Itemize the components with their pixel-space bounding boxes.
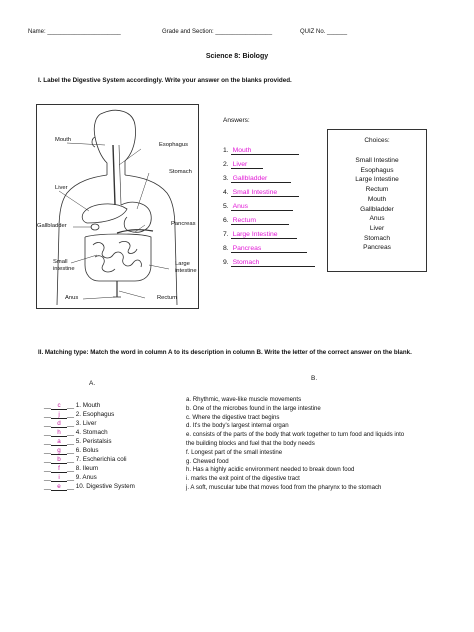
column-a-item: __ c __ 1. Mouth (44, 402, 101, 409)
diagram-label-pancreas: Pancreas (171, 221, 196, 227)
column-a-item: __ g __ 6. Bolus (44, 447, 99, 454)
column-b-item: a. Rhythmic, wave-like muscle movements (186, 396, 302, 403)
choices-heading: Choices: (364, 137, 390, 144)
diagram-label-gallbladder: Gallbladder (37, 223, 67, 229)
answer-blank[interactable]: Anus (231, 203, 293, 211)
answer-blank[interactable]: Liver (231, 161, 263, 169)
column-a-item: __ b __ 7. Escherichia coli (44, 456, 127, 463)
answer-row[interactable] (223, 189, 299, 197)
column-b-item: i. marks the exit point of the digestive tract (186, 475, 300, 483)
answer-blank[interactable]: Rectum (231, 217, 289, 225)
column-a-term: 10. Digestive System (75, 483, 135, 490)
choice-item: Anus (369, 215, 385, 223)
diagram-label-mouth: Mouth (55, 137, 72, 143)
column-b-list (186, 396, 448, 493)
diagram-label-liver: Liver (55, 185, 68, 191)
choice-item: Large Intestine (355, 176, 399, 184)
diagram-label-stomach: Stomach (169, 169, 192, 175)
part1-instruction: I. Label the Digestive System accordingly. Write your answer on the blanks provided. (38, 77, 292, 84)
match-answer-blank[interactable]: h (51, 429, 67, 437)
choice-item: Rectum (365, 186, 389, 194)
column-b-item: e. consists of the parts of the body that work together to turn food and liquids into (186, 431, 405, 439)
choices-list (328, 156, 426, 253)
column-a-term: 4. Stomach (75, 429, 108, 436)
column-a-term: 3. Liver (75, 420, 97, 427)
answer-row[interactable] (223, 217, 289, 225)
answer-row[interactable] (223, 175, 291, 183)
column-a-item: __ f __ 8. Ileum (44, 465, 99, 472)
match-answer-blank[interactable]: b (51, 456, 67, 464)
answer-blank[interactable]: Pancreas (231, 245, 307, 253)
page-title: Science 8: Biology (205, 53, 269, 60)
choices-box (327, 129, 427, 272)
choice-item: Gallbladder (360, 205, 394, 213)
digestive-system-diagram (36, 104, 199, 309)
column-b-item: d. It's the body's largest internal organ (186, 422, 289, 430)
answer-number: 8. (223, 245, 229, 252)
part2-instruction: II. Matching type: Match the word in column A to its description in column B. Write the letter of the correct answer on the blank. (38, 349, 412, 356)
column-b-heading: B. (311, 375, 318, 382)
column-a-item: __ h __ 4. Stomach (44, 429, 108, 436)
answer-number: 3. (223, 175, 229, 182)
answer-number: 6. (223, 217, 229, 224)
diagram-label-esophagus: Esophagus (159, 142, 189, 148)
match-answer-blank[interactable]: a (51, 438, 67, 446)
answer-blank[interactable]: Mouth (231, 147, 299, 155)
diagram-label-anus: Anus (65, 295, 79, 301)
answer-row[interactable] (223, 245, 307, 253)
column-b-item: j. A soft, muscular tube that moves food from the pharynx to the stomach (186, 483, 382, 491)
diagram-label-rectum: Rectum (157, 295, 177, 301)
answer-blank[interactable]: Stomach (231, 259, 315, 267)
answer-number: 2. (223, 161, 229, 168)
name-field-label: Name: ______________________ (28, 29, 121, 35)
answer-row[interactable] (223, 203, 293, 211)
column-b-item: c. Where the digestive tract begins (186, 413, 280, 421)
diagram-label-small-intestine: Small intestine (53, 259, 75, 272)
digestive-system-illustration (37, 105, 198, 308)
column-a-term: 9. Anus (75, 474, 97, 481)
column-a-term: 2. Esophagus (75, 411, 115, 418)
column-a-item: __ j __ 2. Esophagus (44, 411, 115, 418)
answer-number: 1. (223, 147, 229, 154)
column-b-item: the building blocks and fuel that the body needs (186, 439, 315, 447)
column-a-term: 5. Peristalsis (75, 438, 112, 445)
column-a-item: __ d __ 3. Liver (44, 420, 97, 427)
match-answer-blank[interactable]: e (51, 483, 67, 491)
choice-item: Small Intestine (355, 157, 399, 164)
column-b-item: h. Has a highly acidic environment needed to break down food (186, 466, 355, 474)
column-a-term: 8. Ileum (75, 465, 99, 472)
answer-row[interactable] (223, 147, 299, 155)
answer-blank[interactable]: Gallbladder (231, 175, 291, 183)
column-a-term: 1. Mouth (75, 402, 101, 409)
choice-item: Stomach (363, 234, 391, 242)
column-a-item: __ e __ 10. Digestive System (44, 483, 135, 490)
grade-section-label: Grade and Section: _________________ (162, 29, 273, 35)
answer-row[interactable] (223, 161, 263, 169)
answer-number: 7. (223, 231, 229, 238)
match-answer-blank[interactable]: d (51, 420, 67, 428)
match-answer-blank[interactable]: i (51, 474, 67, 482)
choice-item: Pancreas (363, 244, 391, 252)
match-answer-blank[interactable]: j (51, 411, 67, 419)
diagram-label-large-intestine: Large intestine (175, 261, 197, 274)
answer-number: 9. (223, 259, 229, 266)
answer-row[interactable] (223, 231, 297, 239)
answer-blank[interactable]: Large Intestine (231, 231, 297, 239)
column-a-item: __ a __ 5. Peristalsis (44, 438, 112, 445)
column-b-item: b. One of the microbes found in the large intestine (186, 404, 321, 412)
answer-row[interactable] (223, 259, 315, 267)
column-a-heading: A. (89, 380, 96, 387)
column-b-item: g. Chewed food (186, 457, 229, 465)
column-b-item: f. Longest part of the small intestine (186, 448, 283, 456)
match-answer-blank[interactable]: c (51, 402, 67, 410)
match-answer-blank[interactable]: g (51, 447, 67, 455)
column-a-term: 6. Bolus (75, 447, 99, 454)
column-a-item: __ i __ 9. Anus (44, 474, 97, 481)
answers-heading: Answers: (223, 117, 250, 124)
choice-item: Esophagus (360, 166, 394, 174)
choice-item: Mouth (367, 195, 387, 203)
quiz-number-label: QUIZ No. ______ (300, 29, 348, 35)
answer-blank[interactable]: Small Intestine (231, 189, 299, 197)
column-a-term: 7. Escherichia coli (75, 456, 127, 463)
answer-number: 5. (223, 203, 229, 210)
choice-item: Liver (369, 224, 385, 232)
match-answer-blank[interactable]: f (51, 465, 67, 473)
answer-number: 4. (223, 189, 229, 196)
